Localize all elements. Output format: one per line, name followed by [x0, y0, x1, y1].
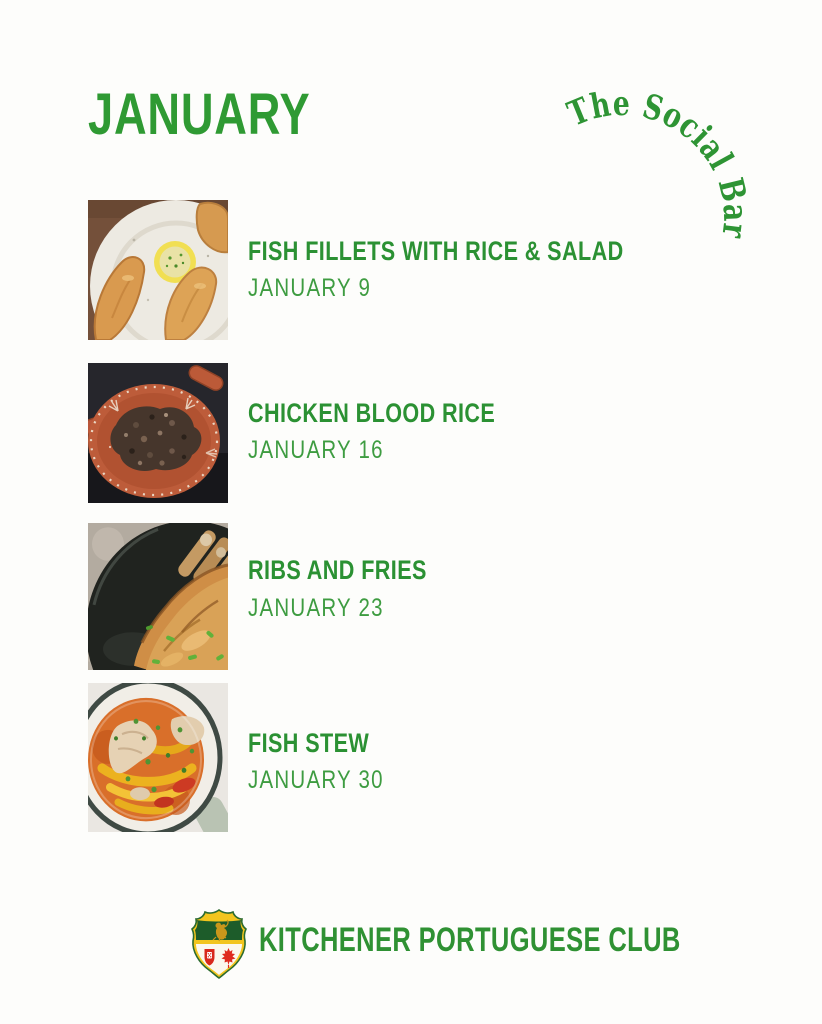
ribs-in-cast-iron-pan-photo — [88, 523, 228, 670]
fried-fish-fillets-lemon-plate-photo — [88, 200, 228, 340]
menu-item-title: FISH STEW — [248, 728, 370, 758]
terracotta-bowl-blood-rice-photo — [88, 363, 228, 503]
club-name: KITCHENER PORTUGUESE CLUB — [259, 921, 681, 959]
portuguese-club-crest-logo — [187, 907, 251, 981]
menu-item-date: JANUARY 16 — [248, 436, 384, 464]
menu-item-date: JANUARY 9 — [248, 274, 372, 302]
menu-item-title: CHICKEN BLOOD RICE — [248, 398, 496, 428]
menu-item-date: JANUARY 23 — [248, 594, 384, 622]
menu-item-date: JANUARY 30 — [248, 766, 384, 794]
fish-stew-pot-photo — [88, 683, 228, 832]
month-heading: JANUARY — [88, 82, 311, 147]
brand-arc-label: The Social Bar — [562, 83, 756, 245]
menu-item-title: FISH FILLETS WITH RICE & SALAD — [248, 236, 624, 266]
svg-text:The Social Bar — [562, 83, 756, 245]
menu-item-title: RIBS AND FRIES — [248, 555, 427, 585]
